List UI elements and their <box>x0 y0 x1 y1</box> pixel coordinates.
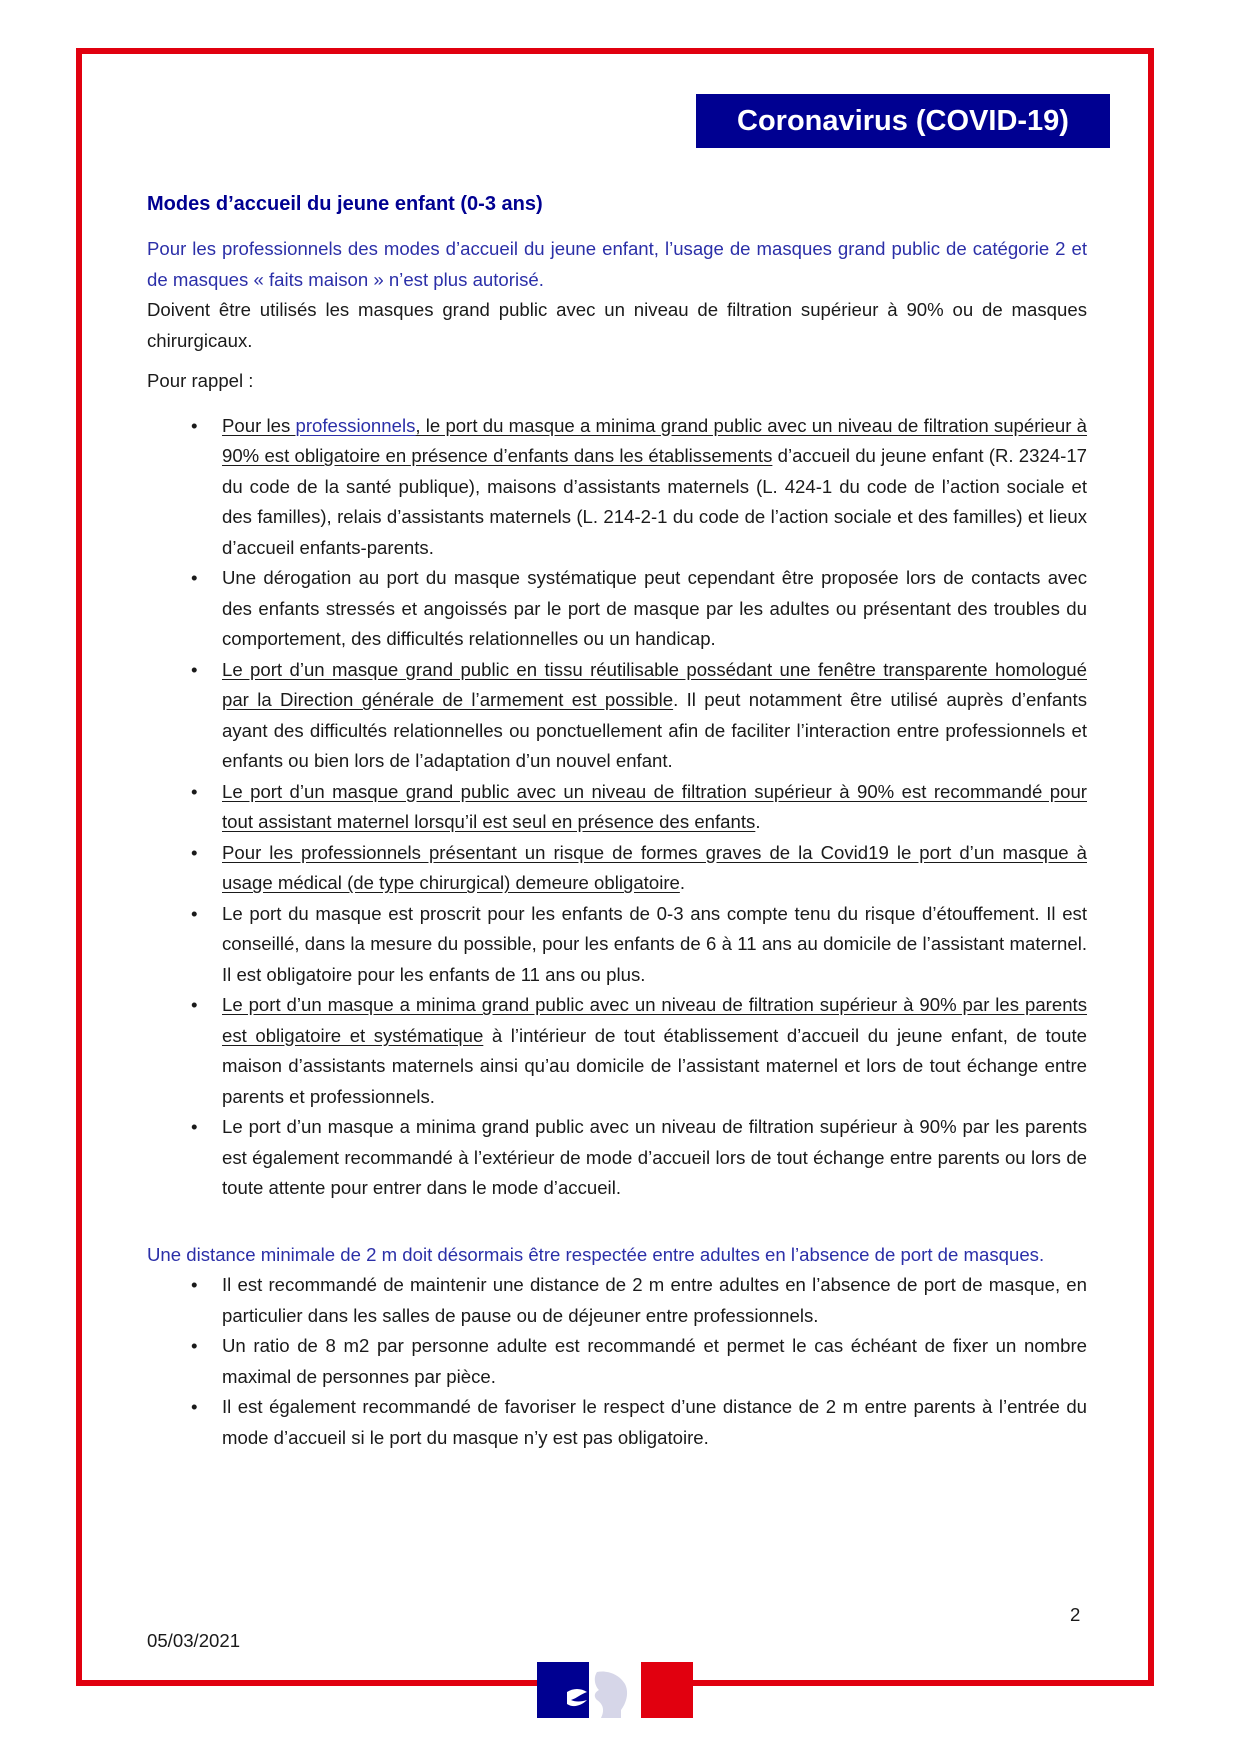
underlined-text: , le port du masque a minima grand public avec un niveau de filtration supérieur à 90% est obligatoire en présence d’enfants dans les établissements <box>222 414 1087 466</box>
bullet-icon: • <box>191 841 198 863</box>
item-text: . <box>679 872 686 893</box>
list-item <box>147 563 1087 655</box>
bullet-icon: • <box>191 1396 198 1417</box>
reminder-label: Pour rappel : <box>147 370 254 391</box>
item-text: Le port du masque est proscrit pour les enfants de 0-3 ans compte tenu du risque d’étouffement. Il est conseillé, dans la mesure du possible, pour les enfants de 6 à 11 ans au domicile de l’assistant maternel. Il est obligatoire pour les enfants de 11 ans ou plus. <box>222 902 1087 985</box>
item-text: Il est recommandé de maintenir une distance de 2 m entre adultes en l’absence de port de masque, en particulier dans les salles de pause ou de déjeuner entre professionnels. <box>222 1274 1087 1326</box>
header-title: Coronavirus (COVID-19) <box>737 104 1069 137</box>
distance-list <box>147 1270 1087 1453</box>
reminder-list <box>147 411 1087 1204</box>
list-item <box>147 838 1087 899</box>
item-text: à l’intérieur de tout établissement d’accueil du jeune enfant, de toute maison d’assistants maternels ainsi qu’au domicile de l’assistant maternel et lors de tout échange entre parents et professionnels. <box>222 1024 1087 1107</box>
bullet-icon: • <box>191 902 198 924</box>
item-text: Un ratio de 8 m2 par personne adulte est recommandé et permet le cas échéant de fixer un nombre maximal de personnes par pièce. <box>222 1335 1087 1387</box>
list-item <box>147 1270 1087 1331</box>
page-number: 2 <box>1070 1604 1081 1625</box>
bullet-icon: • <box>191 567 198 588</box>
bullet-icon: • <box>191 414 198 436</box>
bullet-icon: • <box>191 1274 198 1295</box>
underlined-text: Le port d’un masque a minima grand public avec un niveau de filtration supérieur à 90% par les parents est obligatoire et systématique <box>222 994 1087 1046</box>
professionnels-link[interactable]: professionnels <box>295 414 416 436</box>
item-text: Il est également recommandé de favoriser le respect d’une distance de 2 m entre parents à l’entrée du mode d’accueil si le port du masque n’y est pas obligatoire. <box>222 1396 1087 1448</box>
distance-blue-paragraph: Une distance minimale de 2 m doit désormais être respectée entre adultes en l’absence de port de masques. <box>147 1243 1045 1265</box>
underlined-text: Pour les professionnels présentant un risque de formes graves de la Covid19 le port d’un masque à usage médical (de type chirurgical) demeure obligatoire <box>222 841 1087 893</box>
document-date: 05/03/2021 <box>147 1630 241 1651</box>
list-item <box>147 655 1087 777</box>
list-item <box>147 1112 1087 1204</box>
item-text: Une dérogation au port du masque systématique peut cependant être proposée lors de contacts avec des enfants stressés et angoissés par le port de masque par les adultes ou présentant des troubles du comportement, des difficultés relationnelles ou un handicap. <box>222 567 1087 649</box>
header-banner <box>696 94 1110 148</box>
underlined-text: Le port d’un masque grand public en tissu réutilisable possédant une fenêtre transparente homologué par la Direction générale de l’armement est possible <box>222 658 1087 710</box>
bullet-icon: • <box>191 658 198 680</box>
list-item <box>147 990 1087 1112</box>
bullet-icon: • <box>191 1335 198 1356</box>
section-title: Modes d’accueil du jeune enfant (0-3 ans) <box>147 193 543 215</box>
item-text: d’accueil du jeune enfant (R. 2324-17 du code de la santé publique), maisons d’assistants maternels (L. 424-1 du code de l’action sociale et des familles), relais d’assistants maternels (L. 214-2-1 du code de l’action sociale et des familles) et lieux d’accueil enfants-parents. <box>222 445 1088 558</box>
list-item <box>147 411 1087 564</box>
bullet-icon: • <box>191 994 198 1015</box>
item-text: Le port d’un masque a minima grand public avec un niveau de filtration supérieur à 90% par les parents est également recommandé à l’extérieur de mode d’accueil lors de tout échange entre parents ou lors de toute attente pour entrer dans le mode d’accueil. <box>222 1116 1087 1198</box>
bullet-icon: • <box>191 780 198 802</box>
bullet-icon: • <box>191 1116 198 1137</box>
list-item <box>147 777 1087 838</box>
list-item <box>147 1331 1087 1392</box>
intro-paragraph: Doivent être utilisés les masques grand public avec un niveau de filtration supérieur à 90% ou de masques chirurgicaux. <box>147 299 1087 351</box>
underlined-text: Le port d’un masque grand public avec un niveau de filtration supérieur à 90% est recommandé pour tout assistant maternel lorsqu’il est seul en présence des enfants <box>222 780 1087 832</box>
list-item <box>147 1392 1087 1453</box>
marianne-logo-icon <box>537 1662 693 1718</box>
underlined-text: Pour les <box>222 414 296 436</box>
list-item <box>147 899 1087 991</box>
item-text: . <box>755 811 761 832</box>
item-text: . Il peut notamment être utilisé auprès d’enfants ayant des difficultés relationnelles ou ponctuellement afin de faciliter l’interaction entre professionnels et enfants ou bien lors de l’adaptation d’un nouvel enfant. <box>222 689 1087 771</box>
intro-blue-paragraph: Pour les professionnels des modes d’accueil du jeune enfant, l’usage de masques grand public de catégorie 2 et de masques « faits maison » n’est plus autorisé. <box>147 238 1087 290</box>
main-content <box>147 190 1087 1453</box>
